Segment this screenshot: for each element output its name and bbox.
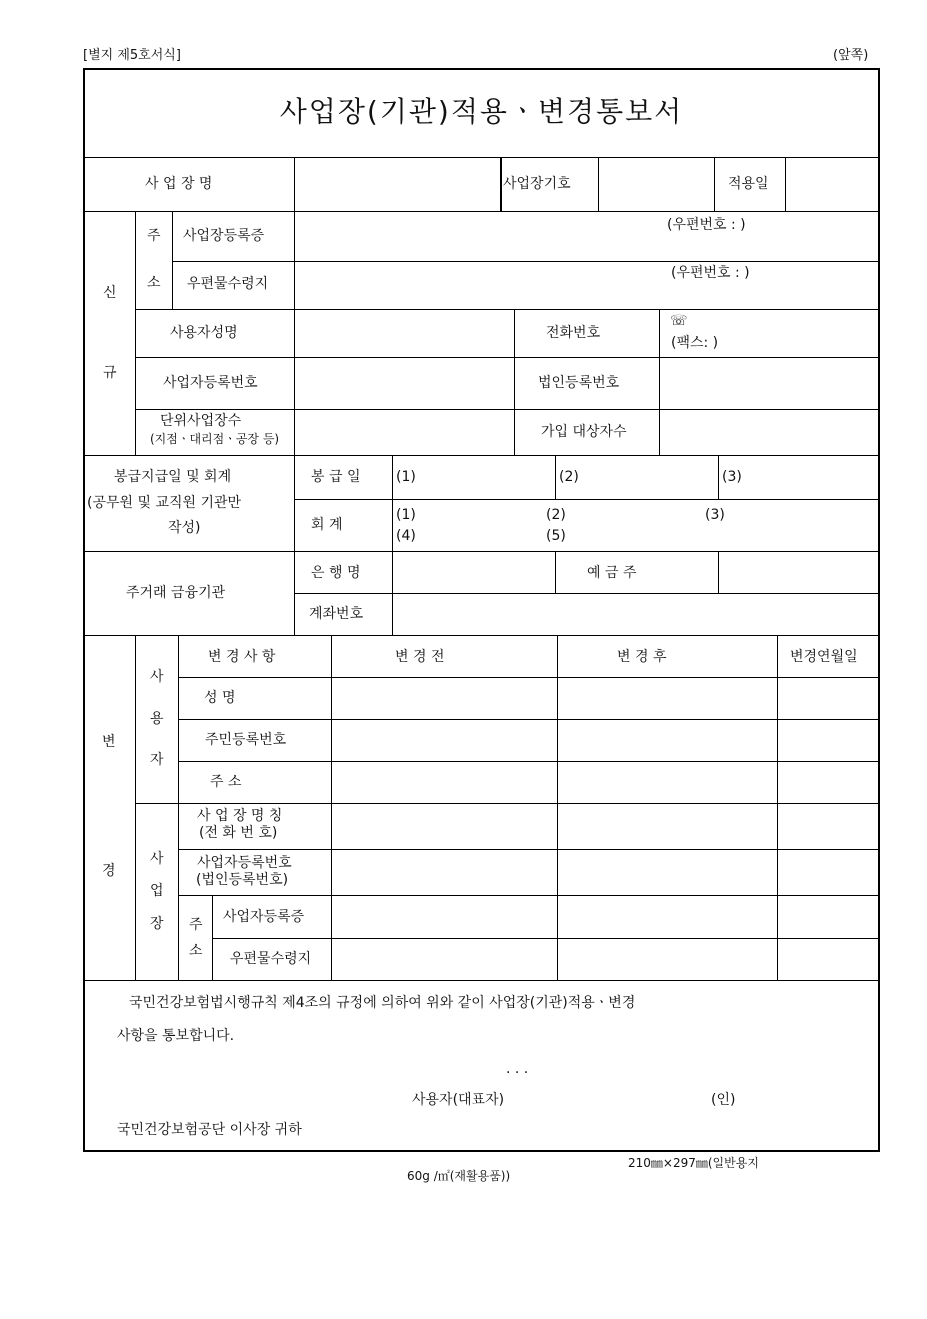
payday-2: (2): [559, 469, 579, 485]
address-label: 주 소: [210, 774, 242, 790]
resident-no-label: 주민등록번호: [205, 732, 287, 748]
rule: [135, 803, 880, 804]
bank-name-label: 은 행 명: [311, 565, 361, 581]
rule: [331, 635, 332, 980]
rule: [514, 309, 515, 455]
rule: [294, 157, 295, 211]
rule: [212, 938, 880, 939]
workplace-label-2: 업: [150, 883, 164, 899]
rule: [178, 761, 880, 762]
change-label-2: 경: [102, 863, 116, 879]
addr-label-1: 주: [189, 917, 203, 933]
wp-phone-label: (전 화 번 호): [199, 825, 278, 841]
rule: [83, 211, 880, 212]
wp-name-label: 사 업 장 명 칭: [197, 808, 283, 824]
rule: [135, 309, 880, 310]
form-number: [별지 제5호서식]: [83, 48, 181, 63]
rule: [212, 895, 213, 980]
rule: [178, 677, 880, 678]
biz-reg-label: 사업장등록증: [183, 228, 265, 244]
rule: [172, 261, 880, 262]
rule: [718, 455, 719, 499]
workplace-label-1: 사: [150, 851, 164, 867]
address-label-2: 소: [147, 275, 161, 291]
phone-icon: ☏: [670, 313, 688, 329]
addressee-label: 국민건강보험공단 이사장 귀하: [117, 1122, 302, 1138]
new-label-1: 신: [103, 285, 117, 301]
rule: [135, 409, 880, 410]
change-label-1: 변: [102, 734, 116, 750]
rule: [83, 157, 880, 158]
rule: [392, 455, 393, 635]
payday-1: (1): [396, 469, 416, 485]
postal-code-1: (우편번호 : ): [667, 217, 746, 233]
rule: [295, 499, 880, 500]
header-after: 변 경 후: [617, 649, 667, 665]
notice-line-1: 국민건강보험법시행규칙 제4조의 규정에 의하여 위와 같이 사업장(기관)적용ㆍ변경: [129, 995, 636, 1011]
employer-label-1: 사: [150, 669, 164, 685]
header-item: 변 경 사 항: [208, 649, 276, 665]
account-label: 회 계: [311, 517, 343, 533]
rule: [178, 895, 880, 896]
name-label: 성 명: [204, 690, 236, 706]
payday-label: 봉 급 일: [311, 469, 361, 485]
page-title: [83, 95, 880, 128]
holder-label: 예 금 주: [587, 565, 637, 581]
paper-weight: 60g /㎡(재활용품)): [407, 1169, 511, 1183]
corp-reg-label: 법인등록번호: [538, 375, 620, 391]
rule: [659, 309, 660, 455]
header-before: 변 경 전: [395, 649, 445, 665]
signer-label: 사용자(대표자): [412, 1092, 505, 1108]
rule: [135, 635, 136, 980]
employer-reg-label: 사업자등록번호: [163, 375, 258, 391]
wp-corp-label: (법인등록번호): [196, 872, 289, 888]
rule: [555, 455, 556, 499]
rule: [135, 357, 880, 358]
rule: [178, 719, 880, 720]
employer-label-2: 용: [150, 711, 164, 727]
fax-label: (팩스: ): [671, 335, 719, 351]
address-label-1: 주: [147, 228, 161, 244]
unit-count-label: 단위사업장수: [160, 413, 242, 429]
rule: [83, 635, 880, 636]
workplace-code-label: 사업장기호: [503, 176, 571, 192]
account-1: (1): [396, 507, 416, 523]
rule: [178, 849, 880, 850]
bank-label: 주거래 금융기관: [126, 585, 226, 601]
account-4: (4): [396, 528, 416, 544]
payroll-label-1: 봉급지급일 및 회계: [114, 469, 232, 485]
workplace-name-label: 사 업 장 명: [145, 176, 213, 192]
rule: [172, 211, 173, 309]
phone-label: 전화번호: [546, 325, 601, 341]
account-3: (3): [705, 507, 725, 523]
title-text: 사업장(기관)적용ㆍ변경통보서: [279, 95, 684, 128]
rule: [294, 455, 295, 635]
rule: [555, 551, 556, 593]
paper-size: 210㎜×297㎜(일반용지: [628, 1156, 759, 1170]
rule: [83, 980, 880, 981]
side-label: (앞쪽): [833, 48, 869, 63]
join-count-label: 가입 대상자수: [541, 424, 627, 440]
rule: [83, 551, 880, 552]
payroll-label-3: 작성): [168, 520, 201, 536]
addr-label-2: 소: [189, 943, 203, 959]
payroll-label-2: (공무원 및 교직원 기관만: [87, 495, 242, 511]
rule: [500, 157, 502, 211]
seal-label: (인): [711, 1092, 736, 1108]
account-no-label: 계좌번호: [309, 606, 364, 622]
rule: [557, 635, 558, 980]
account-5: (5): [546, 528, 566, 544]
rule: [598, 157, 599, 211]
wp-cert-label: 사업자등록증: [223, 909, 305, 925]
new-label-2: 규: [103, 365, 117, 381]
rule: [295, 593, 880, 594]
rule: [294, 211, 295, 455]
wp-mail-label: 우편물수령지: [230, 951, 312, 967]
apply-date-label: 적용일: [728, 176, 769, 192]
rule: [714, 157, 715, 211]
workplace-label-3: 장: [150, 916, 164, 932]
unit-count-sublabel: (지점ㆍ대리점ㆍ공장 등): [150, 432, 280, 446]
header-date: 변경연월일: [790, 649, 858, 665]
payday-3: (3): [722, 469, 742, 485]
rule: [785, 157, 786, 211]
notice-line-2: 사항을 통보합니다.: [117, 1028, 235, 1044]
rule: [83, 455, 880, 456]
employer-name-label: 사용자성명: [170, 325, 238, 341]
mail-label: 우편물수령지: [187, 276, 269, 292]
date-dots: . . .: [506, 1061, 529, 1077]
account-2: (2): [546, 507, 566, 523]
employer-label-3: 자: [150, 752, 164, 768]
postal-code-2: (우편번호 : ): [671, 265, 750, 281]
rule: [178, 635, 179, 980]
rule: [777, 635, 778, 980]
rule: [135, 211, 136, 455]
rule: [718, 551, 719, 593]
wp-reg-label: 사업자등록번호: [197, 855, 292, 871]
